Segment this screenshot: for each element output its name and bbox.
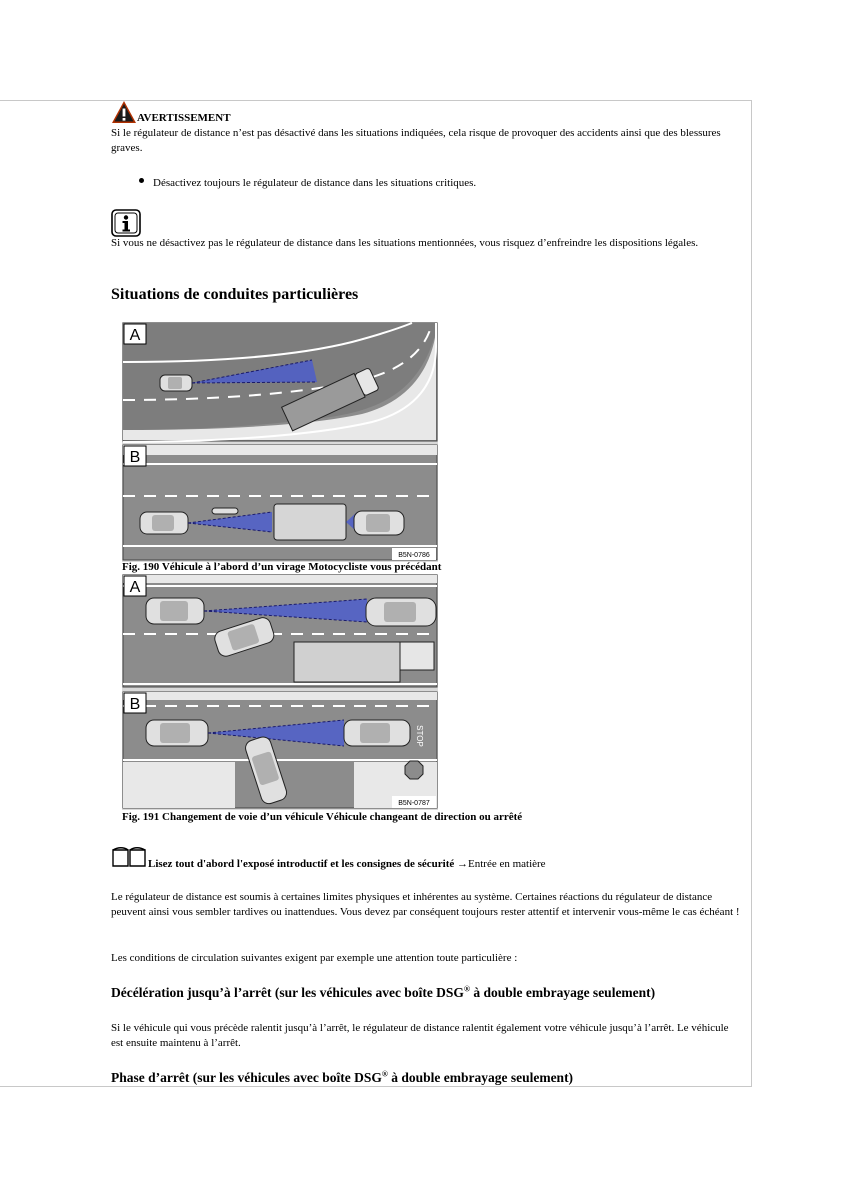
heading-text: Décélération jusqu’à l’arrêt (sur les véhicules avec boîte DSG [111, 985, 464, 1000]
heading-text: à double embrayage seulement) [469, 985, 656, 1000]
paragraph-limits: Le régulateur de distance est soumis à certaines limites physiques et inhérentes au système. Certaines réactions du régulateur de distance peuvent ainsi vous sembler tardives ou inattendues. Vous devez par conséquent toujours rester attentif et intervenir vous-même le cas échéant ! [111, 891, 740, 918]
panel-b-label: B [129, 449, 141, 466]
heading-stop-phase [111, 1069, 573, 1087]
stopped-car [344, 720, 410, 746]
intro-link[interactable]: Entrée en matière [468, 858, 546, 870]
heading-deceleration [111, 984, 655, 1002]
book-icon [111, 846, 147, 868]
intro-line [148, 857, 546, 872]
note-text: Si vous ne désactivez pas le régulateur de distance dans les situations mentionnées, vous risquez d’enfreindre les dispositions légales. [111, 237, 699, 249]
own-car [146, 720, 208, 746]
arrow: → [457, 858, 468, 870]
own-car [146, 598, 204, 624]
own-car [140, 512, 188, 534]
bullet-dot [139, 178, 144, 183]
figure-code: B5N-0787 [398, 800, 430, 807]
figure-190 [122, 322, 438, 562]
road-stop-marking: STOP [415, 725, 424, 747]
own-car [160, 375, 192, 391]
info-icon [111, 209, 141, 237]
panel-a-label: A [129, 327, 141, 344]
registered-mark: ® [381, 1069, 388, 1079]
warning-text: Si le régulateur de distance n’est pas désactivé dans les situations indiquées, cela risque de provoquer des accidents ainsi que des blessures graves. [111, 127, 721, 154]
heading-text: Phase d’arrêt (sur les véhicules avec boîte DSG [111, 1070, 382, 1085]
figure-191-caption: Fig. 191 Changement de voie d’un véhicule Véhicule changeant de direction ou arrêté [122, 811, 523, 823]
panel-a-label: A [129, 579, 141, 596]
figure-190-caption: Fig. 190 Véhicule à l’abord d’un virage Motocycliste vous précédant [122, 561, 442, 573]
warning-title: AVERTISSEMENT [137, 112, 231, 124]
paragraph-conditions: Les conditions de circulation suivantes exigent par exemple une attention toute particulière : [111, 952, 518, 964]
section-title: Situations de conduites particulières [111, 286, 359, 303]
figure-code: B5N-0786 [398, 552, 430, 559]
paragraph-deceleration: Si le véhicule qui vous précède ralentit jusqu’à l’arrêt, le régulateur de distance ralentit également votre véhicule jusqu’à l’arrêt. Le véhicule est ensuite maintenu à l’arrêt. [111, 1022, 729, 1049]
leading-car [366, 598, 436, 626]
intro-bold: Lisez tout d'abord l'exposé introductif et les consignes de sécurité [148, 858, 455, 870]
panel-b-label: B [129, 696, 141, 713]
leading-car [354, 511, 404, 535]
motorcycle [212, 508, 238, 514]
figure-191 [122, 574, 438, 810]
heading-text: à double embrayage seulement) [387, 1070, 574, 1085]
van [274, 504, 346, 540]
warning-bullet-text: Désactivez toujours le régulateur de distance dans les situations critiques. [153, 177, 477, 189]
stop-sign-icon [405, 761, 423, 779]
warning-triangle-icon [111, 100, 137, 124]
registered-mark: ® [463, 984, 470, 994]
